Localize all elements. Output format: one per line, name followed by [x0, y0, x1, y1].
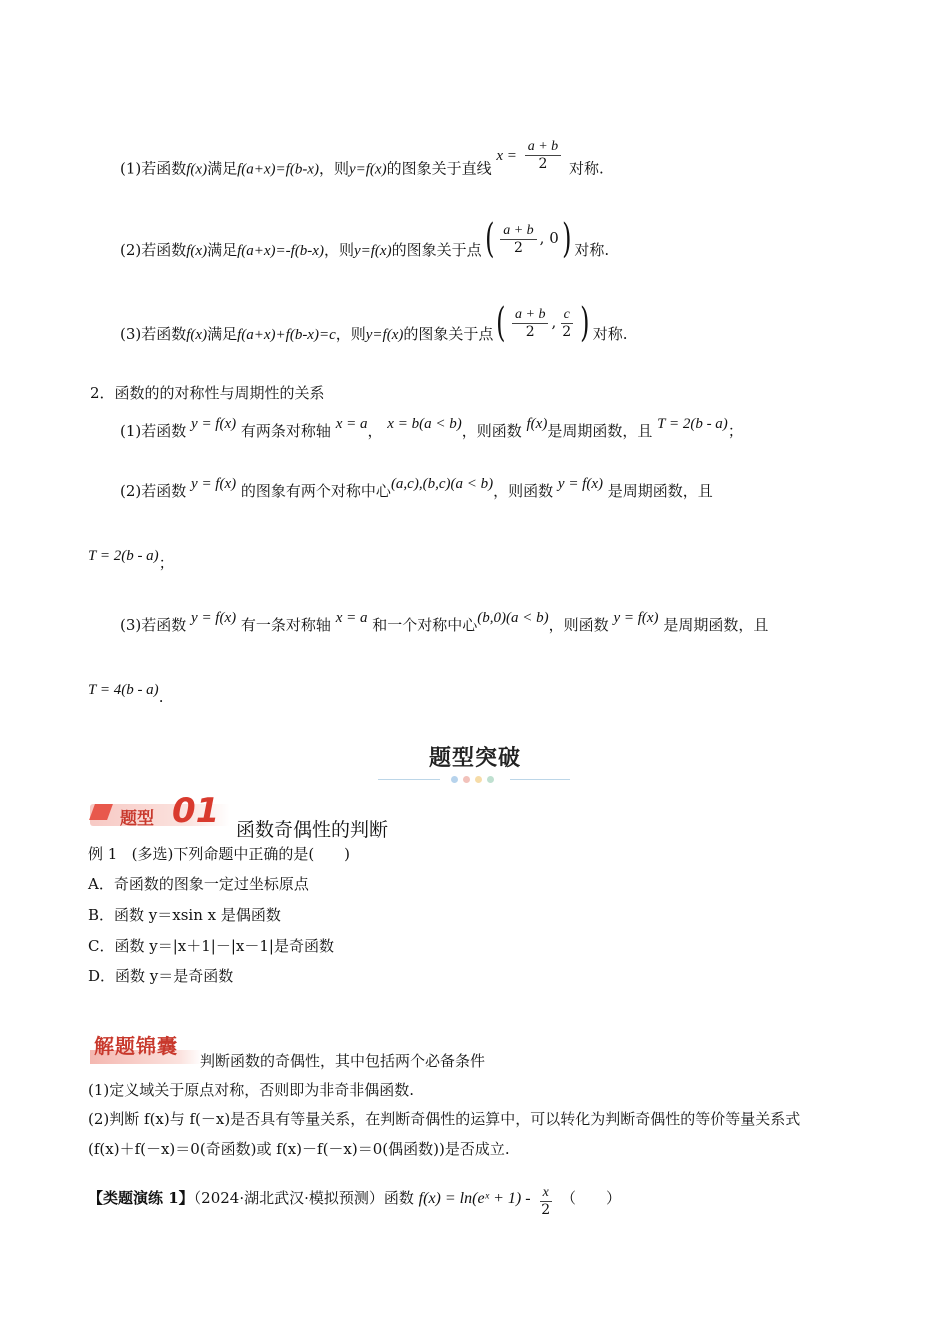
type-badge — [90, 790, 230, 831]
text: 对称. — [568, 159, 604, 178]
math: x = b(a < b) — [387, 416, 462, 432]
text: (1)若函数 — [120, 159, 187, 178]
denominator: 2 — [562, 323, 572, 340]
sym-item-3 — [120, 300, 628, 357]
text: 的图象关于点 — [403, 325, 494, 343]
title-rule-left — [378, 779, 440, 780]
math: y = f(x) — [191, 476, 237, 492]
math: y=f(x) — [348, 161, 387, 178]
text: 的图象关于点 — [391, 241, 482, 259]
text: (3)若函数 — [120, 616, 187, 634]
badge-number: 01 — [172, 791, 220, 831]
practice-source: （2024·湖北武汉·模拟预测）函数 — [193, 1189, 414, 1207]
question-text: (多选)下列命题中正确的是( ) — [131, 845, 351, 863]
text: ，则函数 — [461, 422, 522, 440]
math: f(a+x)+f(b-x)=c — [237, 327, 336, 343]
math: f(x) — [186, 161, 208, 178]
tip-line-1: (1)定义域关于原点对称，否则即为非奇非偶函数. — [88, 1081, 415, 1099]
option-d: D．函数 y＝是奇函数 — [88, 967, 234, 985]
tip-line-3: (f(x)＋f(－x)＝0(奇函数)或 f(x)－f(－x)＝0(偶函数))是否成立. — [88, 1140, 510, 1158]
text: ，则 — [335, 325, 366, 343]
paren-right: ) — [561, 216, 572, 262]
dot — [487, 776, 494, 783]
practice-line — [88, 1178, 621, 1219]
sym-item-1 — [120, 139, 604, 187]
math: f(x) — [186, 327, 208, 343]
denominator: 2 — [513, 239, 523, 256]
period-item-2 — [120, 476, 713, 503]
dot — [463, 776, 470, 783]
text: (2)若函数 — [120, 482, 187, 500]
line-equation — [496, 139, 569, 172]
math: f(x) — [526, 416, 548, 432]
math: (a,c),(b,c)(a < b) — [390, 476, 494, 492]
fraction — [512, 306, 548, 341]
math: f(a+x)=f(b-x) — [237, 161, 319, 178]
text: 是周期函数，且 — [607, 482, 713, 500]
text: 满足 — [207, 241, 238, 259]
text: 和一个对称中心 — [372, 616, 478, 634]
text: , 0 — [539, 229, 559, 247]
math: T = 2(b - a) — [657, 416, 728, 432]
period-item-2-cont — [88, 548, 174, 575]
text: (3)若函数 — [120, 325, 187, 343]
denominator: 2 — [538, 156, 548, 172]
text: ，则 — [318, 159, 349, 178]
fraction — [538, 1184, 553, 1219]
math: x = a — [335, 416, 368, 432]
fraction — [500, 222, 536, 257]
section2-heading: 2．函数的的对称性与周期性的关系 — [90, 384, 325, 402]
badge-label: 题型 — [120, 809, 154, 829]
math: y=f(x) — [353, 243, 392, 259]
point-expression: ( $\frac{a + b}{2}$ , $\frac{c}{2}$ ) — [496, 300, 590, 346]
text: 有两条对称轴 — [240, 422, 331, 440]
tip-line-2: (2)判断 f(x)与 f(－x)是否具有等量关系，在判断奇偶性的运算中，可以转化为判断奇偶性的等价等量关系式 — [88, 1110, 801, 1128]
paren-left: ( — [496, 300, 506, 346]
dot — [451, 776, 458, 783]
point-expression — [482, 216, 575, 262]
option-c: C．函数 y＝|x＋1|－|x－1|是奇函数 — [88, 937, 334, 955]
period-item-1 — [120, 416, 743, 443]
example-label: 例 1 — [88, 845, 118, 863]
text: . — [158, 688, 164, 706]
practice-label: 【类题演练 1】 — [88, 1189, 194, 1207]
text: ， — [367, 422, 383, 440]
paren-left: ( — [484, 216, 495, 262]
period-item-3-cont — [88, 682, 164, 709]
numerator: a + b — [512, 306, 548, 324]
math: x = a — [335, 610, 368, 626]
title-dots — [451, 776, 494, 783]
math: T = 4(b - a) — [88, 682, 159, 698]
tip-label: 解题锦囊 — [94, 1034, 178, 1058]
text: 的图象有两个对称中心 — [240, 482, 391, 500]
math: y = f(x) — [191, 610, 237, 626]
numerator: a + b — [500, 222, 536, 240]
math: y = f(x) — [191, 416, 237, 432]
denominator: 2 — [541, 1201, 551, 1218]
paren-right: ) — [580, 300, 590, 346]
text: 满足 — [207, 325, 238, 343]
type-title: 函数奇偶性的判断 — [236, 819, 389, 841]
text: 对称. — [574, 241, 610, 259]
math: T = 2(b - a) — [88, 548, 159, 564]
text: 的图象关于直线 — [386, 159, 492, 178]
text: ； — [727, 422, 743, 440]
math: (b,0)(a < b) — [477, 610, 549, 626]
period-item-3 — [120, 610, 769, 637]
text: （ ） — [561, 1189, 622, 1207]
math: f(x) — [186, 243, 208, 259]
text: 有一条对称轴 — [240, 616, 331, 634]
option-a: A．奇函数的图象一定过坐标原点 — [88, 875, 309, 893]
title-rule-right — [510, 779, 570, 780]
text: ，则函数 — [548, 616, 609, 634]
text: 对称. — [592, 325, 628, 343]
text: ，则 — [323, 241, 354, 259]
page-title: 题型突破 — [428, 746, 521, 771]
math: y = f(x) — [613, 610, 659, 626]
text: (2)若函数 — [120, 241, 187, 259]
text: (1)若函数 — [120, 422, 187, 440]
text: 是周期函数，且 — [663, 616, 769, 634]
sym-item-2 — [120, 216, 610, 273]
fraction — [525, 138, 561, 173]
text: 满足 — [207, 159, 238, 178]
math: x = — [496, 147, 517, 164]
tip-intro: 判断函数的奇偶性，其中包括两个必备条件 — [200, 1052, 486, 1070]
option-b: B．函数 y＝xsin x 是偶函数 — [88, 906, 281, 924]
fraction — [559, 306, 574, 341]
denominator: 2 — [525, 323, 535, 340]
math: y = f(x) — [557, 476, 604, 492]
numerator: x — [540, 1184, 552, 1202]
dot — [475, 776, 482, 783]
math: f(x) = ln(eˣ + 1) - — [418, 1190, 531, 1207]
numerator: c — [561, 306, 573, 324]
tip-badge — [90, 1030, 202, 1068]
text: ，则函数 — [493, 482, 554, 500]
text: ； — [158, 554, 174, 572]
example-question — [88, 843, 350, 865]
numerator: a + b — [525, 138, 561, 156]
text: 是周期函数，且 — [547, 422, 653, 440]
math: y=f(x) — [365, 327, 404, 343]
math: f(a+x)=-f(b-x) — [237, 243, 324, 259]
